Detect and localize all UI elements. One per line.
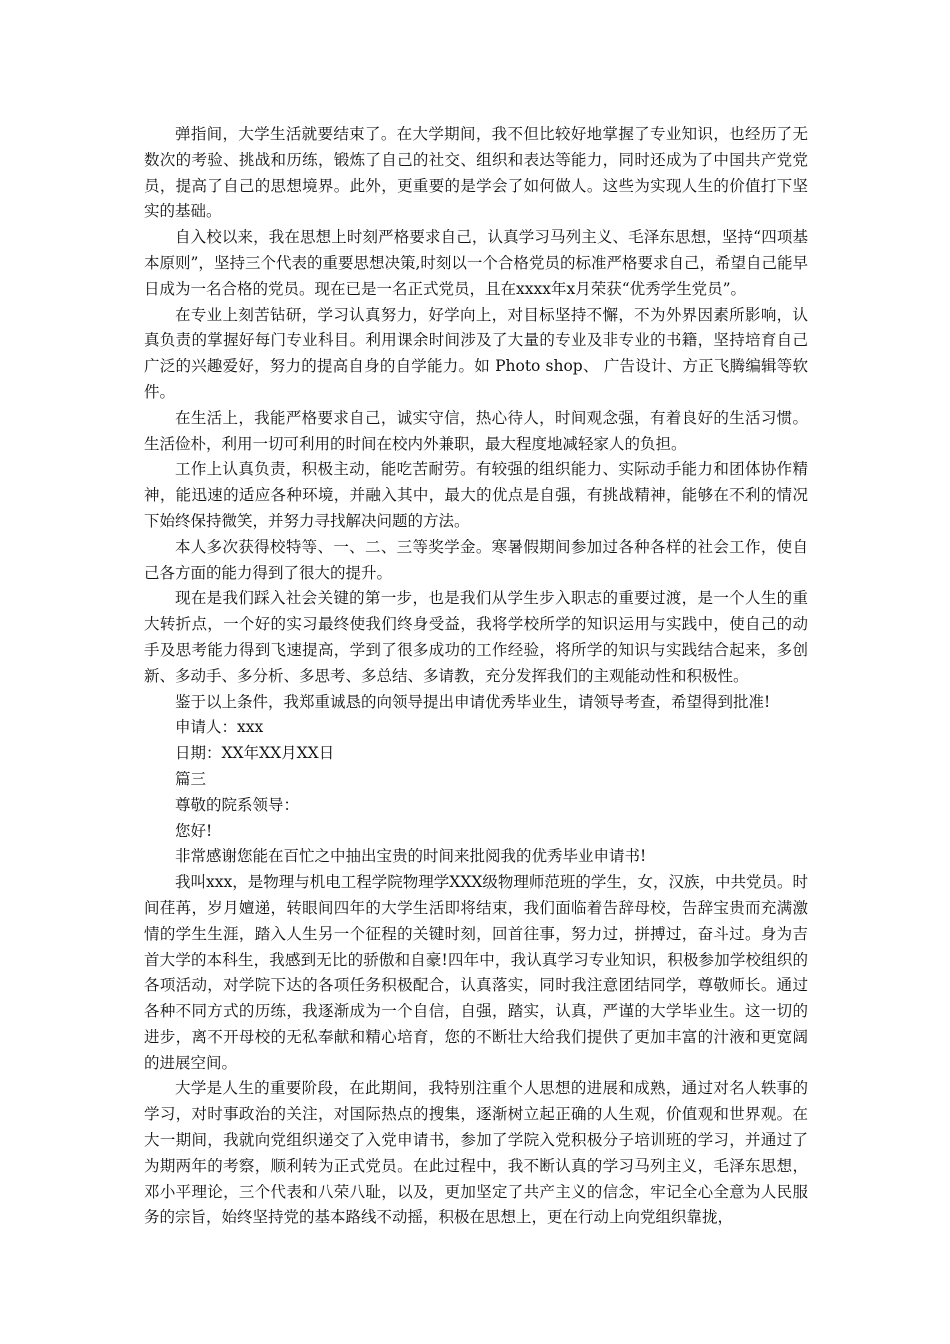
thanks-line: 非常感谢您能在百忙之中抽出宝贵的时间来批阅我的优秀毕业申请书!: [175, 847, 647, 866]
paragraph-work: 工作上认真负责，积极主动，能吃苦耐劳。有较强的组织能力、实际动手能力和团体协作精神，能迅速的适应各种环境，并融入其中，最大的优点是自强，有挑战精神，能够在不利的情况下始终保持微笑，并努力寻找解决问题的方法。: [144, 460, 808, 530]
paragraph-growth: 大学是人生的重要阶段，在此期间，我特别注重个人思想的进展和成熟，通过对名人轶事的学习，对时事政治的关注，对国际热点的搜集，逐渐树立起正确的人生观，价值观和世界观。在大一期间，我就向党组织递交了入党申请书，参加了学院入党积极分子培训班的学习，并通过了为期两年的考察，顺利转为正式党员。在此过程中，我不断认真的学习马列主义，毛泽东思想，邓小平理论，三个代表和八荣八耻，以及，更加坚定了共产主义的信念，牢记全心全意为人民服务的宗旨，始终坚持党的基本路线不动摇，积极在思想上，更在行动上向党组织靠拢，: [144, 1079, 808, 1227]
date-line: 日期：XX年XX月XX日: [175, 744, 335, 763]
greeting: 您好!: [175, 821, 213, 840]
salutation: 尊敬的院系领导：: [175, 795, 300, 814]
paragraph-life: 在生活上，我能严格要求自己，诚实守信，热心待人，时间观念强，有着良好的生活习惯。生活俭朴，利用一切可利用的时间在校内外兼职，最大程度地减轻家人的负担。: [144, 408, 808, 453]
paragraph-study: 在专业上刻苦钻研，学习认真努力，好学向上，对目标坚持不懈，不为外界因素所影响，认真负责的掌握好每门专业科目。利用课余时间涉及了大量的专业及非专业的书籍，坚持培育自己广泛的兴趣爱好，努力的提高自身的自学能力。如 Photo shop、 广告设计、方正飞腾编辑等软件。: [144, 305, 808, 401]
paragraph-introduction: 我叫xxx，是物理与机电工程学院物理学XXX级物理师范班的学生，女，汉族，中共党员。时间荏苒，岁月嬗递，转眼间四年的大学生活即将结束，我们面临着告辞母校，告辞宝贵而充满激情的学生生涯，踏入人生另一个征程的关键时刻，回首往事，努力过，拼搏过，奋斗过。身为吉首大学的本科生，我感到无比的骄傲和自豪!四年中，我认真学习专业知识，积极参加学校组织的各项活动，对学院下达的各项任务积极配合，认真落实，同时我注意团结同学，尊敬师长。通过各种不同方式的历练，我逐渐成为一个自信，自强，踏实，认真，严谨的大学毕业生。这一切的进步，离不开母校的无私奉献和精心培育，您的不断壮大给我们提供了更加丰富的汁液和更宽阔的进展空间。: [144, 873, 808, 1072]
paragraph-awards: 本人多次获得校特等、一、二、三等奖学金。寒暑假期间参加过各种各样的社会工作，使自己各方面的能力得到了很大的提升。: [144, 537, 808, 582]
document-body: [144, 122, 808, 1231]
applicant-line: 申请人：xxx: [175, 718, 264, 737]
application-request: 鉴于以上条件，我郑重诚恳的向领导提出申请优秀毕业生，请领导考查，希望得到批准!: [175, 692, 771, 711]
paragraph-ideology: 自入校以来，我在思想上时刻严格要求自己，认真学习马列主义、毛泽东思想，坚持“四项基本原则”，坚持三个代表的重要思想决策,时刻以一个合格党员的标准严格要求自己，希望自己能早日成为一名合格的党员。现在已是一名正式党员，且在xxxx年x月荣获“优秀学生党员”。: [144, 228, 808, 298]
paragraph-reflection: 弹指间，大学生活就要结束了。在大学期间，我不但比较好地掌握了专业知识，也经历了无数次的考验、挑战和历练，锻炼了自己的社交、组织和表达等能力，同时还成为了中国共产党党员，提高了自己的思想境界。此外，更重要的是学会了如何做人。这些为实现人生的价值打下坚实的基础。: [144, 125, 808, 221]
section-heading: 篇三: [175, 769, 207, 788]
paragraph-internship: 现在是我们踩入社会关键的第一步，也是我们从学生步入职志的重要过渡，是一个人生的重大转折点，一个好的实习最终使我们终身受益，我将学校所学的知识运用与实践中，使自己的动手及思考能力得到飞速提高，学到了很多成功的工作经验，将所学的知识与实践结合起来，多创新、多动手、多分析、多思考、多总结、多请教，充分发挥我们的主观能动性和积极性。: [144, 589, 808, 685]
